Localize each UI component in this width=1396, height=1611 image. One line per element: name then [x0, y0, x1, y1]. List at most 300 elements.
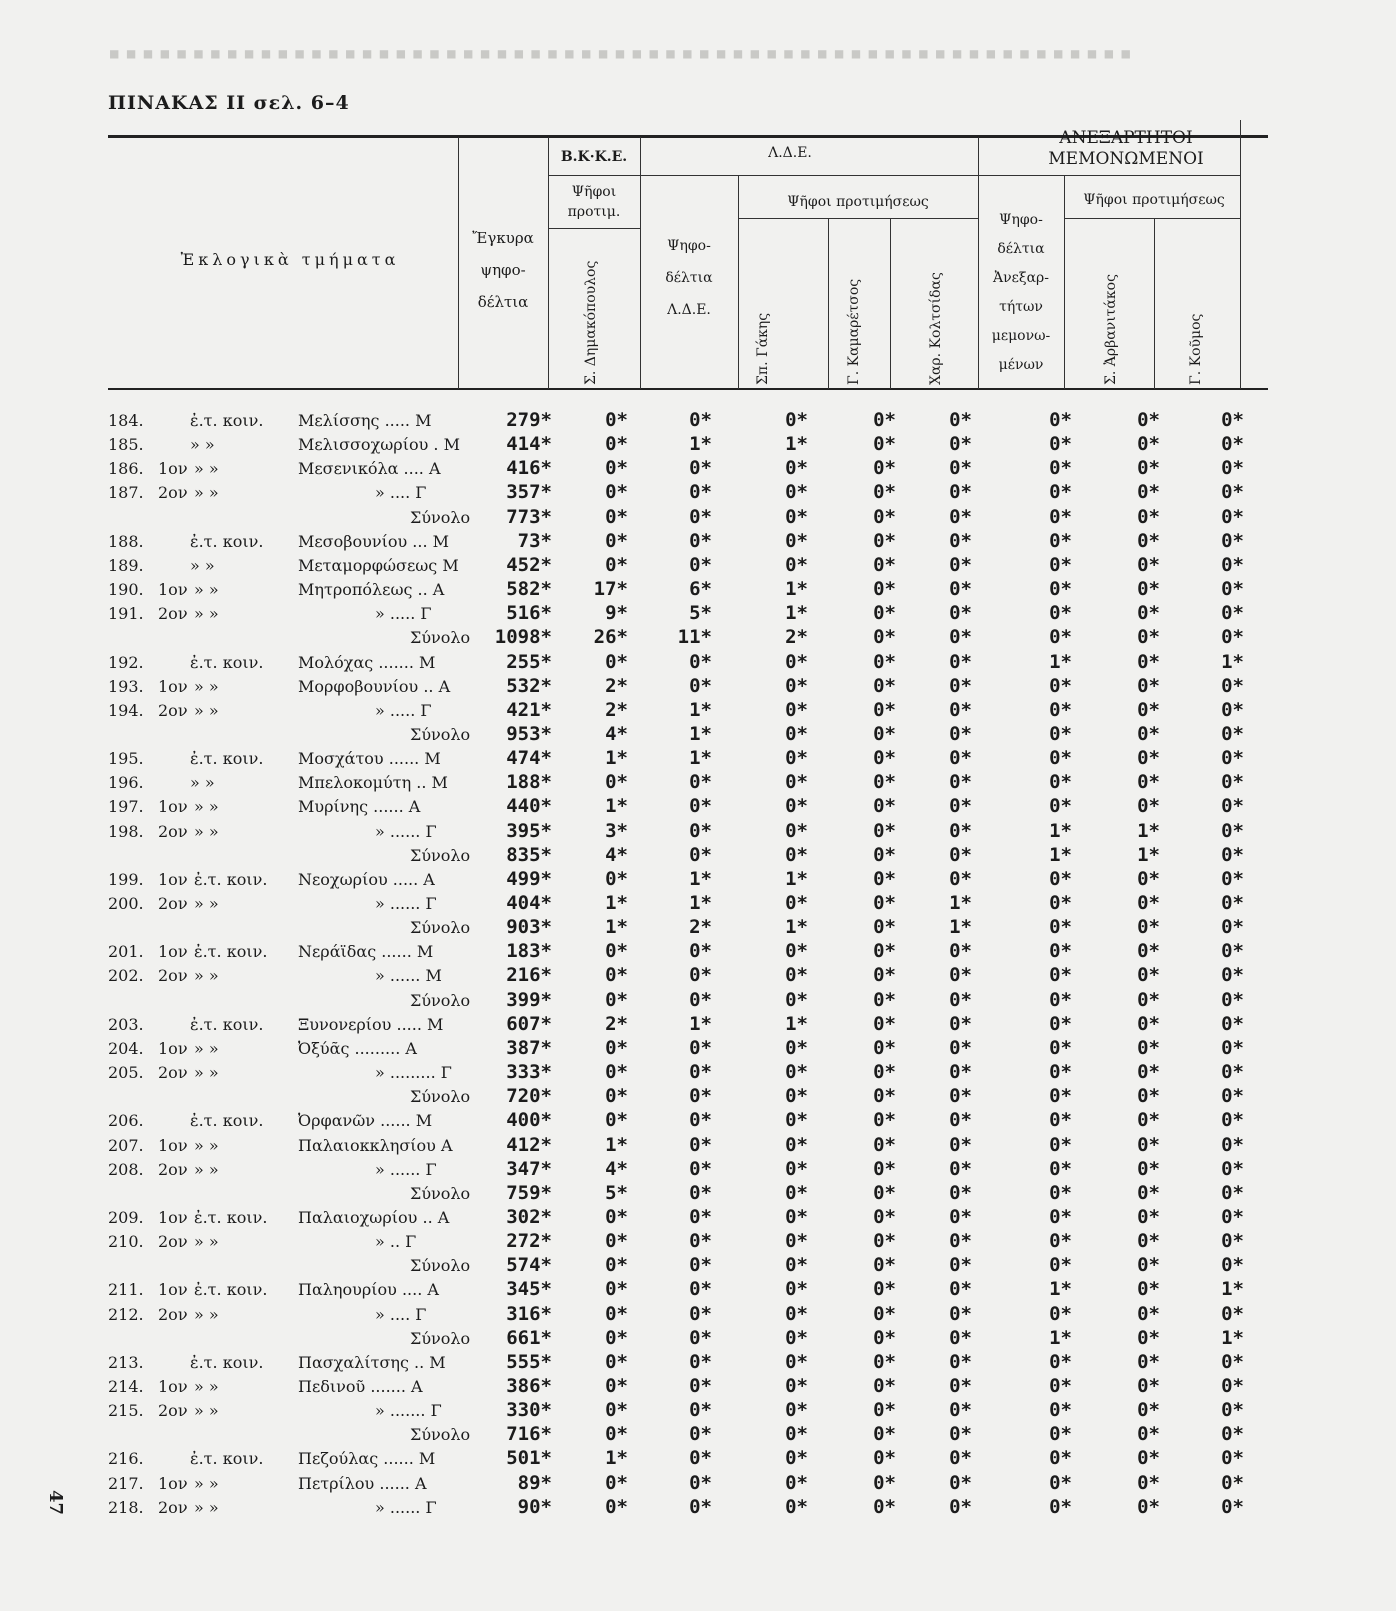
- value-cell: 0*: [949, 1061, 972, 1083]
- value-cell: 0*: [605, 989, 628, 1011]
- row-place: » ...... Γ: [375, 1160, 437, 1179]
- value-cell: 0*: [785, 699, 808, 721]
- value-cell: 0*: [689, 1447, 712, 1469]
- row-subsection: 2ον: [158, 701, 188, 720]
- value-cell: 0*: [605, 1085, 628, 1107]
- value-cell: 835*: [506, 844, 552, 866]
- ind-candidate: Σ. Ἀρβανιτάκος: [1103, 274, 1119, 385]
- value-cell: 0*: [1049, 433, 1072, 455]
- value-cell: 0*: [605, 457, 628, 479]
- value-cell: 0*: [949, 1351, 972, 1373]
- row-place: Πεδινοῦ ....... Α: [298, 1377, 423, 1396]
- value-cell: 0*: [873, 409, 896, 431]
- row-subsection: 2ον: [158, 1401, 188, 1420]
- value-cell: 0*: [873, 578, 896, 600]
- value-cell: 0*: [873, 940, 896, 962]
- row-subsection: 1ον: [158, 677, 188, 696]
- value-cell: 0*: [785, 723, 808, 745]
- row-subsection: 2ον: [158, 1160, 188, 1179]
- row-type: ἐ.τ. κοιν.: [194, 1208, 268, 1227]
- value-cell: 0*: [873, 530, 896, 552]
- value-cell: 0*: [873, 1375, 896, 1397]
- value-cell: 0*: [873, 699, 896, 721]
- value-cell: 0*: [1049, 1134, 1072, 1156]
- value-cell: 0*: [1221, 530, 1244, 552]
- ind-ballots-line: Ἀνεξαρ-: [993, 270, 1049, 286]
- value-cell: 0*: [1221, 1109, 1244, 1131]
- value-cell: 0*: [785, 675, 808, 697]
- ind-ballots-line: τήτων: [999, 299, 1043, 315]
- value-cell: 0*: [1137, 940, 1160, 962]
- value-cell: 0*: [873, 771, 896, 793]
- value-cell: 0*: [949, 964, 972, 986]
- value-cell: 400*: [506, 1109, 552, 1131]
- value-cell: 0*: [949, 1254, 972, 1276]
- value-cell: 1*: [785, 578, 808, 600]
- ade-ballots-line: Λ.Δ.Ε.: [667, 302, 711, 318]
- vkke-candidate: Σ. Δημακόπουλος: [583, 260, 599, 385]
- value-cell: 0*: [1137, 457, 1160, 479]
- value-cell: 0*: [1049, 916, 1072, 938]
- value-cell: 1*: [605, 1134, 628, 1156]
- value-cell: 0*: [689, 1182, 712, 1204]
- value-cell: 0*: [1049, 1254, 1072, 1276]
- row-type: » »: [194, 822, 219, 841]
- value-cell: 0*: [1221, 1351, 1244, 1373]
- row-place: Σύνολο: [410, 1087, 471, 1106]
- value-cell: 0*: [1137, 1496, 1160, 1518]
- row-place: Σύνολο: [410, 1184, 471, 1203]
- value-cell: 0*: [1137, 1085, 1160, 1107]
- value-cell: 0*: [1137, 506, 1160, 528]
- row-place: Πεζούλας ...... Μ: [298, 1449, 436, 1468]
- value-cell: 0*: [873, 1085, 896, 1107]
- value-cell: 0*: [949, 868, 972, 890]
- value-cell: 0*: [1137, 1303, 1160, 1325]
- value-cell: 0*: [873, 1472, 896, 1494]
- row-type: » »: [194, 966, 219, 985]
- value-cell: 0*: [1221, 1085, 1244, 1107]
- value-cell: 0*: [873, 1351, 896, 1373]
- value-cell: 0*: [949, 457, 972, 479]
- row-type: » »: [194, 580, 219, 599]
- value-cell: 0*: [949, 602, 972, 624]
- row-type: » »: [194, 1498, 219, 1517]
- page-title: ΠΙΝΑΚΑΣ II σελ. 6–4: [108, 92, 350, 114]
- bleed-through-header: ■ ■ ■ ■ ■ ■ ■ ■ ■ ■ ■ ■ ■ ■ ■ ■ ■ ■ ■ ■ ■ ■ ■ ■ ■ ■ ■ ■ ■ ■ ■ ■ ■ ■ ■ ■ ■ ■ ■ ■ ■ ■ ■ ■ ■ ■ ■ ■ ■ ■ ■ ■ ■ ■ ■ ■ ■ ■ ■ ■ ■: [110, 46, 1130, 62]
- value-cell: 0*: [785, 1375, 808, 1397]
- row-type: ἐ.τ. κοιν.: [190, 1015, 264, 1034]
- row-number: 189.: [108, 556, 144, 575]
- value-cell: 0*: [949, 747, 972, 769]
- value-cell: 399*: [506, 989, 552, 1011]
- value-cell: 0*: [1137, 1109, 1160, 1131]
- row-number: 218.: [108, 1498, 144, 1517]
- value-cell: 0*: [1049, 554, 1072, 576]
- row-number: 214.: [108, 1377, 144, 1396]
- value-cell: 0*: [605, 1254, 628, 1276]
- value-cell: 5*: [689, 602, 712, 624]
- value-cell: 0*: [785, 820, 808, 842]
- value-cell: 0*: [949, 1303, 972, 1325]
- value-cell: 0*: [949, 940, 972, 962]
- value-cell: 0*: [949, 1375, 972, 1397]
- row-place: » ...... Γ: [375, 1498, 437, 1517]
- value-cell: 0*: [1137, 554, 1160, 576]
- value-cell: 0*: [605, 530, 628, 552]
- value-cell: 0*: [1049, 1351, 1072, 1373]
- row-type: » »: [194, 604, 219, 623]
- value-cell: 0*: [1137, 771, 1160, 793]
- value-cell: 183*: [506, 940, 552, 962]
- value-cell: 9*: [605, 602, 628, 624]
- header-rule: [978, 175, 1240, 176]
- value-cell: 0*: [605, 868, 628, 890]
- value-cell: 0*: [605, 433, 628, 455]
- value-cell: 0*: [605, 409, 628, 431]
- row-subsection: 2ον: [158, 1305, 188, 1324]
- value-cell: 0*: [1221, 675, 1244, 697]
- value-cell: 0*: [1049, 1230, 1072, 1252]
- row-number: 208.: [108, 1160, 144, 1179]
- value-cell: 0*: [949, 554, 972, 576]
- value-cell: 0*: [1221, 626, 1244, 648]
- row-place: Σύνολο: [410, 846, 471, 865]
- value-cell: 0*: [1049, 457, 1072, 479]
- row-type: » »: [194, 459, 219, 478]
- value-cell: 0*: [1137, 602, 1160, 624]
- value-cell: 0*: [1221, 1303, 1244, 1325]
- row-place: Σύνολο: [410, 508, 471, 527]
- value-cell: 1*: [949, 892, 972, 914]
- ade-ballots-line: δέλτια: [665, 270, 713, 286]
- ind-ballots-line: μένων: [998, 357, 1044, 373]
- value-cell: 0*: [873, 1278, 896, 1300]
- value-cell: 0*: [949, 1496, 972, 1518]
- value-cell: 0*: [689, 409, 712, 431]
- row-number: 195.: [108, 749, 144, 768]
- value-cell: 0*: [949, 1447, 972, 1469]
- value-cell: 0*: [785, 1158, 808, 1180]
- value-cell: 1*: [1049, 1327, 1072, 1349]
- value-cell: 0*: [873, 1013, 896, 1035]
- row-subsection: 1ον: [158, 580, 188, 599]
- value-cell: 0*: [1049, 409, 1072, 431]
- value-cell: 0*: [1221, 1496, 1244, 1518]
- value-cell: 0*: [785, 1061, 808, 1083]
- value-cell: 0*: [1137, 747, 1160, 769]
- value-cell: 0*: [1221, 868, 1244, 890]
- value-cell: 0*: [1137, 1037, 1160, 1059]
- row-type: ἐ.τ. κοιν.: [190, 1449, 264, 1468]
- value-cell: 302*: [506, 1206, 552, 1228]
- row-place: Πασχαλίτσης .. Μ: [298, 1353, 446, 1372]
- value-cell: 0*: [1137, 481, 1160, 503]
- value-cell: 0*: [873, 892, 896, 914]
- header-rule: [548, 228, 640, 229]
- value-cell: 0*: [1137, 530, 1160, 552]
- row-subsection: 2ον: [158, 1232, 188, 1251]
- row-subsection: 1ον: [158, 942, 188, 961]
- district-header: Ἐκλογικὰ τμήματα: [180, 250, 400, 269]
- value-cell: 0*: [689, 1254, 712, 1276]
- ade-candidate: Γ. Καμαρέτσος: [846, 278, 862, 385]
- value-cell: 1*: [785, 868, 808, 890]
- value-cell: 0*: [1221, 940, 1244, 962]
- value-cell: 0*: [873, 844, 896, 866]
- value-cell: 0*: [949, 1206, 972, 1228]
- vkke-pref-header: [548, 182, 640, 222]
- value-cell: 0*: [1221, 795, 1244, 817]
- value-cell: 0*: [873, 1423, 896, 1445]
- value-cell: 0*: [689, 481, 712, 503]
- value-cell: 0*: [873, 1134, 896, 1156]
- value-cell: 0*: [949, 820, 972, 842]
- value-cell: 1*: [689, 1013, 712, 1035]
- row-place: Μυρίνης ...... Α: [298, 797, 421, 816]
- row-place: Μητροπόλεως .. Α: [298, 580, 445, 599]
- value-cell: 0*: [1049, 892, 1072, 914]
- value-cell: 395*: [506, 820, 552, 842]
- value-cell: 1*: [689, 433, 712, 455]
- value-cell: 0*: [873, 675, 896, 697]
- row-type: » »: [190, 435, 215, 454]
- value-cell: 0*: [689, 530, 712, 552]
- value-cell: 0*: [1221, 1423, 1244, 1445]
- value-cell: 0*: [785, 1134, 808, 1156]
- value-cell: 0*: [605, 506, 628, 528]
- value-cell: 216*: [506, 964, 552, 986]
- value-cell: 0*: [873, 1399, 896, 1421]
- value-cell: 452*: [506, 554, 552, 576]
- row-type: » »: [194, 1063, 219, 1082]
- row-number: 194.: [108, 701, 144, 720]
- row-number: 198.: [108, 822, 144, 841]
- row-number: 216.: [108, 1449, 144, 1468]
- value-cell: 11*: [677, 626, 712, 648]
- value-cell: 0*: [689, 964, 712, 986]
- row-type: ἐ.τ. κοιν.: [194, 870, 268, 889]
- value-cell: 0*: [785, 1085, 808, 1107]
- value-cell: 1*: [605, 747, 628, 769]
- value-cell: 0*: [1049, 989, 1072, 1011]
- value-cell: 0*: [873, 1061, 896, 1083]
- value-cell: 716*: [506, 1423, 552, 1445]
- value-cell: 0*: [785, 554, 808, 576]
- value-cell: 0*: [1221, 1182, 1244, 1204]
- value-cell: 0*: [785, 964, 808, 986]
- value-cell: 0*: [1049, 1037, 1072, 1059]
- value-cell: 0*: [605, 771, 628, 793]
- row-type: ἐ.τ. κοιν.: [194, 942, 268, 961]
- value-cell: 4*: [605, 1158, 628, 1180]
- value-cell: 0*: [605, 1375, 628, 1397]
- value-cell: 0*: [949, 433, 972, 455]
- value-cell: 0*: [1221, 771, 1244, 793]
- row-place: Ξυνονερίου ..... Μ: [298, 1015, 444, 1034]
- row-place: Πετρίλου ...... Α: [298, 1474, 427, 1493]
- value-cell: 0*: [1221, 1254, 1244, 1276]
- value-cell: 0*: [689, 1303, 712, 1325]
- value-cell: 0*: [873, 916, 896, 938]
- value-cell: 0*: [1221, 602, 1244, 624]
- row-number: 206.: [108, 1111, 144, 1130]
- value-cell: 0*: [689, 1423, 712, 1445]
- value-cell: 416*: [506, 457, 552, 479]
- value-cell: 0*: [873, 747, 896, 769]
- value-cell: 1*: [1049, 1278, 1072, 1300]
- value-cell: 0*: [873, 506, 896, 528]
- value-cell: 279*: [506, 409, 552, 431]
- row-place: » .... Γ: [375, 1305, 427, 1324]
- value-cell: 0*: [949, 1182, 972, 1204]
- value-cell: 0*: [605, 1278, 628, 1300]
- value-cell: 0*: [785, 1278, 808, 1300]
- row-subsection: 1ον: [158, 459, 188, 478]
- col-divider: [828, 218, 829, 389]
- row-number: 190.: [108, 580, 144, 599]
- value-cell: 1*: [689, 723, 712, 745]
- value-cell: 0*: [1137, 1134, 1160, 1156]
- value-cell: 0*: [1221, 1206, 1244, 1228]
- value-cell: 1*: [1049, 820, 1072, 842]
- value-cell: 90*: [517, 1496, 552, 1518]
- value-cell: 5*: [605, 1182, 628, 1204]
- row-place: Μελισσοχωρίου . Μ: [298, 435, 460, 454]
- value-cell: 474*: [506, 747, 552, 769]
- value-cell: 0*: [605, 651, 628, 673]
- row-type: » »: [194, 894, 219, 913]
- value-cell: 0*: [1221, 578, 1244, 600]
- value-cell: 0*: [949, 1109, 972, 1131]
- value-cell: 0*: [1049, 1206, 1072, 1228]
- row-type: » »: [194, 1377, 219, 1396]
- value-cell: 0*: [1221, 892, 1244, 914]
- value-cell: 0*: [873, 554, 896, 576]
- value-cell: 1*: [605, 1447, 628, 1469]
- value-cell: 0*: [873, 457, 896, 479]
- value-cell: 1*: [1049, 844, 1072, 866]
- value-cell: 0*: [1221, 1037, 1244, 1059]
- value-cell: 0*: [1137, 964, 1160, 986]
- value-cell: 0*: [1137, 868, 1160, 890]
- value-cell: 0*: [1137, 723, 1160, 745]
- value-cell: 6*: [689, 578, 712, 600]
- value-cell: 0*: [873, 626, 896, 648]
- row-number: 196.: [108, 773, 144, 792]
- row-type: ἐ.τ. κοιν.: [194, 1280, 268, 1299]
- row-type: » »: [194, 1232, 219, 1251]
- value-cell: 0*: [1221, 723, 1244, 745]
- row-number: 200.: [108, 894, 144, 913]
- value-cell: 414*: [506, 433, 552, 455]
- value-cell: 0*: [1221, 747, 1244, 769]
- value-cell: 1*: [689, 699, 712, 721]
- value-cell: 1*: [1137, 844, 1160, 866]
- row-subsection: 2ον: [158, 1063, 188, 1082]
- value-cell: 0*: [1137, 1375, 1160, 1397]
- ind-header: [1026, 128, 1226, 170]
- value-cell: 0*: [785, 1109, 808, 1131]
- value-cell: 0*: [949, 530, 972, 552]
- row-place: Νεοχωρίου ..... Α: [298, 870, 435, 889]
- value-cell: 1*: [689, 747, 712, 769]
- value-cell: 0*: [1137, 1206, 1160, 1228]
- value-cell: 0*: [1137, 409, 1160, 431]
- value-cell: 0*: [689, 940, 712, 962]
- value-cell: 903*: [506, 916, 552, 938]
- value-cell: 0*: [949, 1013, 972, 1035]
- value-cell: 4*: [605, 723, 628, 745]
- ind-pref-header: Ψῆφοι προτιμήσεως: [1083, 192, 1225, 208]
- value-cell: 0*: [1049, 795, 1072, 817]
- value-cell: 0*: [1049, 1109, 1072, 1131]
- value-cell: 0*: [949, 723, 972, 745]
- vkke-pref-line: προτιμ.: [567, 204, 621, 220]
- value-cell: 0*: [1137, 1423, 1160, 1445]
- value-cell: 0*: [605, 554, 628, 576]
- row-subsection: 2ον: [158, 604, 188, 623]
- value-cell: 0*: [1049, 964, 1072, 986]
- row-number: 213.: [108, 1353, 144, 1372]
- row-subsection: 1ον: [158, 1474, 188, 1493]
- value-cell: 0*: [785, 1254, 808, 1276]
- value-cell: 0*: [1137, 1399, 1160, 1421]
- row-type: ἐ.τ. κοιν.: [190, 1111, 264, 1130]
- value-cell: 0*: [1137, 699, 1160, 721]
- value-cell: 0*: [785, 1496, 808, 1518]
- row-number: 193.: [108, 677, 144, 696]
- value-cell: 2*: [605, 675, 628, 697]
- row-type: » »: [190, 773, 215, 792]
- row-type: » »: [194, 1136, 219, 1155]
- value-cell: 0*: [605, 1496, 628, 1518]
- row-number: 191.: [108, 604, 144, 623]
- value-cell: 0*: [605, 1109, 628, 1131]
- row-type: » »: [190, 556, 215, 575]
- value-cell: 1*: [1221, 1278, 1244, 1300]
- value-cell: 0*: [605, 481, 628, 503]
- row-number: 212.: [108, 1305, 144, 1324]
- value-cell: 0*: [873, 1206, 896, 1228]
- value-cell: 0*: [1049, 1399, 1072, 1421]
- value-cell: 1*: [605, 892, 628, 914]
- row-place: Σύνολο: [410, 1425, 471, 1444]
- value-cell: 255*: [506, 651, 552, 673]
- value-cell: 0*: [605, 1061, 628, 1083]
- header-rule: [548, 175, 978, 176]
- value-cell: 0*: [785, 530, 808, 552]
- value-cell: 0*: [785, 892, 808, 914]
- value-cell: 0*: [949, 989, 972, 1011]
- ade-candidate: Σπ. Γάκης: [755, 312, 771, 385]
- value-cell: 89*: [517, 1472, 552, 1494]
- row-place: Σύνολο: [410, 918, 471, 937]
- row-subsection: 2ον: [158, 1498, 188, 1517]
- value-cell: 499*: [506, 868, 552, 890]
- value-cell: 0*: [689, 1327, 712, 1349]
- value-cell: 0*: [949, 481, 972, 503]
- value-cell: 316*: [506, 1303, 552, 1325]
- value-cell: 0*: [605, 1327, 628, 1349]
- value-cell: 0*: [873, 481, 896, 503]
- row-place: Ὀρφανῶν ...... Μ: [298, 1111, 433, 1130]
- value-cell: 0*: [689, 1496, 712, 1518]
- value-cell: 0*: [1137, 1278, 1160, 1300]
- value-cell: 0*: [1137, 1254, 1160, 1276]
- value-cell: 0*: [949, 675, 972, 697]
- value-cell: 0*: [1049, 1472, 1072, 1494]
